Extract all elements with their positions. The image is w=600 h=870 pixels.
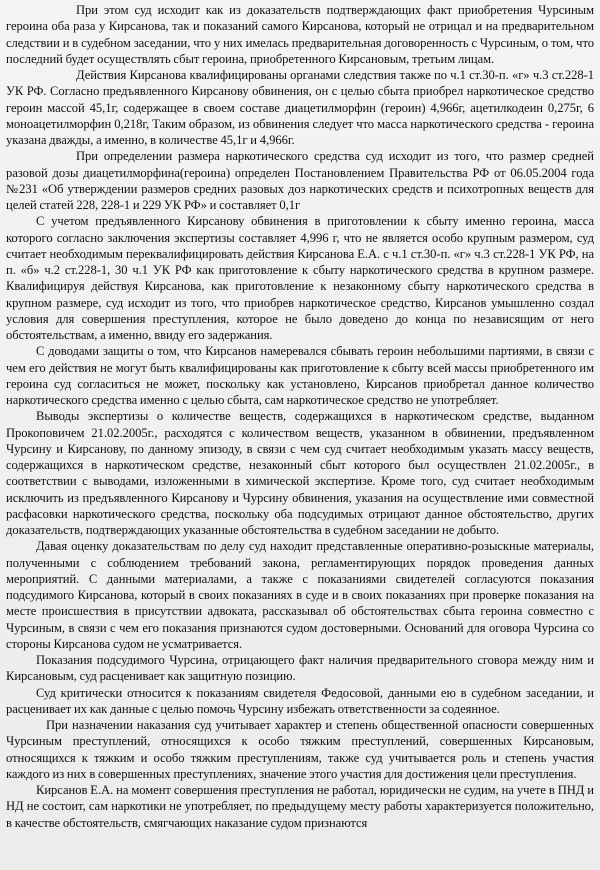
- paragraph-5: С доводами защиты о том, что Кирсанов намеревался сбывать героин небольшими партиями, в связи с чем его действия не могут быть квалифицированы как приготовление к сбыту всей массы приобретенного им героина суд согласиться не может, поскольку как установлено, Кирсанов приобретал данное количество наркотического средства именно с целью сбыта, сам наркотическое средство не употребляет.: [6, 344, 594, 407]
- paragraph-9: Суд критически относится к показаниям свидетеля Федосовой, данными ею в судебном заседании, и расценивает их как данные с целью помочь Чурсину избежать ответственности за содеянное.: [6, 685, 594, 716]
- paragraph-11: Кирсанов Е.А. на момент совершения преступления не работал, юридически не судим, на учете в ПНД и НД не состоит, сам наркотики не употребляет, по предыдущему месту работы характеризуется положительно, в качестве обстоятельств, смягчающих наказание судом признаются: [6, 783, 594, 830]
- paragraph-10: При назначении наказания суд учитывает характер и степень общественной опасности совершенных Чурсиным преступлений, относящихся к особо тяжким преступлений, совершенных Кирсановым, относящихся к тяжким и особо тяжким преступлениям, также суд учитывается роль и степень участия каждого из них в совершенных преступлениях, значение этого участия для достижения цели преступления.: [6, 718, 594, 781]
- paragraph-6: Выводы экспертизы о количестве веществ, содержащихся в наркотическом средстве, выданном Прокоповичем 21.02.2005г., расходятся с количеством веществ, указанном в обвинении, предъявленном Чурсину и Кирсанову, по данному эпизоду, в связи с чем суд считает необходимым указать массу веществ, содержащихся в наркотическом средстве, незаконный сбыт которого был осуществлен 21.02.2005г., в соответствии с выводами, изложенными в химической экспертизе. Кроме того, суд считает необходимым исключить из предъявленного Кирсанову и Чурсину обвинения, указания на осуществление ими совместной расфасовки наркотического средства, поскольку оба подсудимых отрицают данное обстоятельство, других доказательств, подтверждающих указанные обстоятельства в судебном заседании не добыто.: [6, 409, 594, 537]
- paragraph-3: При определении размера наркотического средства суд исходит из того, что размер средней разовой дозы диацетилморфина(героина) определен Постановлением Правительства РФ от 06.05.2004 года №231 «Об утверждении размеров средних разовых доз наркотических средств и психотропных веществ для целей статей 228, 228-1 и 229 УК РФ» и составляет 0,1г: [6, 149, 594, 212]
- paragraph-7: Давая оценку доказательствам по делу суд находит представленные оперативно-розыскные материалы, полученными с соблюдением требований закона, регламентирующих порядок проведения данных мероприятий. С данными материалами, а также с показаниями свидетелей согласуются показания подсудимого Кирсанова, который в своих показаниях в суде и в своих показаниях при проверке показания на месте происшествия в присутствии адвоката, рассказывал об обстоятельствах сбыта героина совместно с Чурсиным, в связи с чем его показания признаются судом достоверными. Оснований для оговора Чурсина со стороны Кирсанова судом не усматривается.: [6, 539, 594, 651]
- paragraph-2: Действия Кирсанова квалифицированы органами следствия также по ч.1 ст.30-п. «г» ч.3 ст.228-1 УК РФ. Согласно предъявленного Кирсанову обвинения, он с целью сбыта приобрел наркотическое средство героин массой 45,1г, содержащее в своем составе диацетилморфин (героин) 4,966г, ацетилкодеин 0,275г, 6 моноацетилморфин 0,218г, Таким образом, из обвинения следует что масса наркотического средства - героина указана дважды, а именно, в количестве 45,1г и 4,966г.: [6, 68, 594, 147]
- paragraph-4: С учетом предъявленного Кирсанову обвинения в приготовлении к сбыту именно героина, масса которого согласно заключения экспертизы составляет 4,996 г, что не является особо крупным размером, суд считает необходимым переквалифицировать действия Кирсанова Е.А. с ч.1 ст.30-п. «г» ч.3 ст.228-1 УК РФ, на п. «б» ч.2 ст.228-1, 30 ч.1 УК РФ как приготовление к сбыту наркотического средства в крупном размере. Квалифицируя действуя Кирсанова, как приготовление к незаконному сбыту наркотического средства в крупном размере, суд исходит из того, что приобрев наркотическое средство, Кирсанов умышленно создал условия для совершения преступления, которое не было доведено до конца по независящим от него обстоятельствам, а именно, ввиду его задержания.: [6, 214, 594, 342]
- paragraph-8: Показания подсудимого Чурсина, отрицающего факт наличия предварительного сговора между ним и Кирсановым, суд расценивает как защитную позицию.: [6, 653, 594, 684]
- paragraph-1: При этом суд исходит как из доказательств подтверждающих факт приобретения Чурсиным героина оба раза у Кирсанова, так и показаний самого Кирсанова, который не отрицал и на предварительном следствии и в судебном заседании, что у них имелась предварительная договоренность с Чурсиным, о том, что последний будет осуществлять сбыт героина, приобретенного Кирсановым, третьим лицам.: [6, 3, 594, 66]
